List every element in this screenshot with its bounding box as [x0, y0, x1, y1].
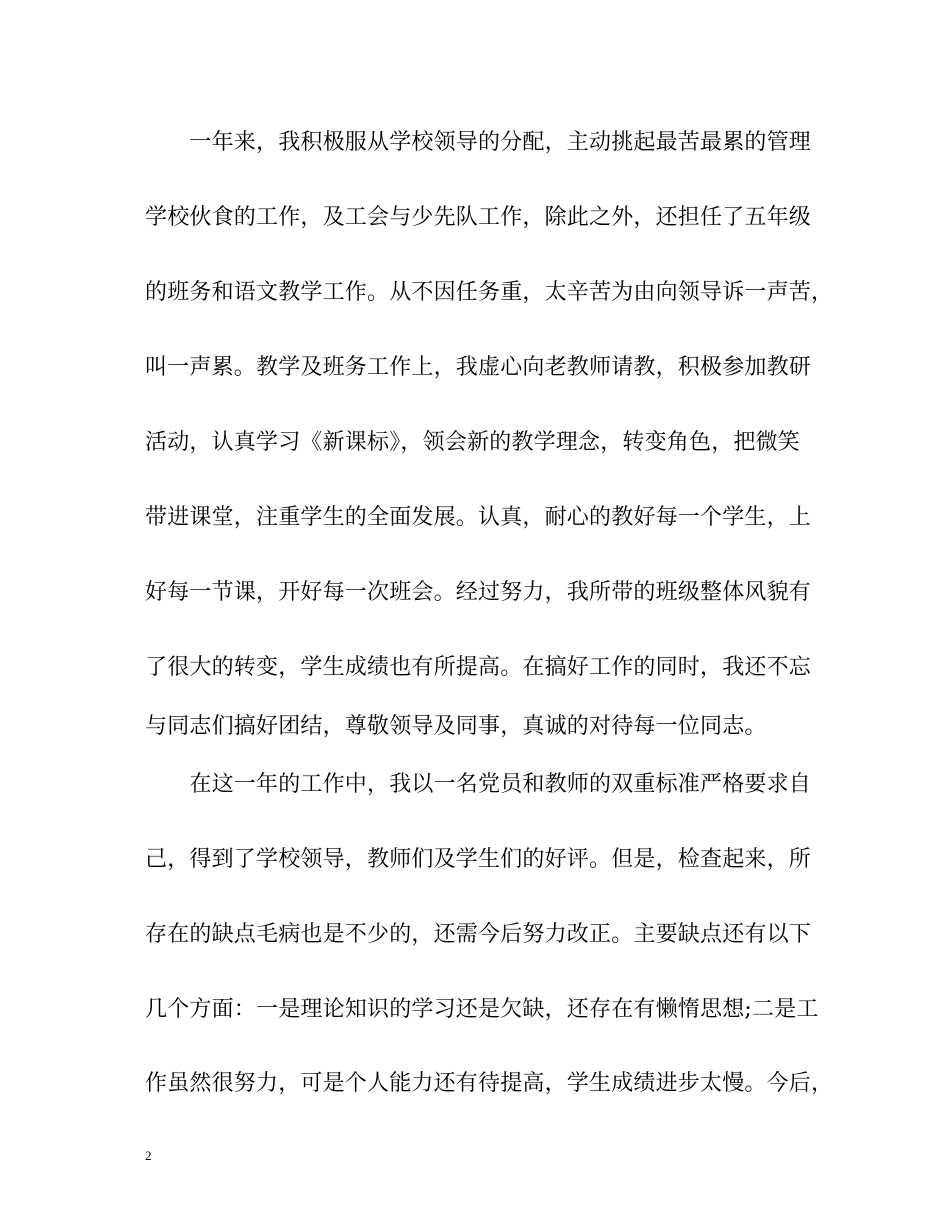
- text-line: 的班务和语文教学工作。从不因任务重，太辛苦为由向领导诉一声苦，: [145, 280, 834, 305]
- text-line: 带进课堂，注重学生的全面发展。认真，耐心的教好每一个学生，上: [145, 505, 812, 530]
- text-line: 好每一节课，开好每一次班会。经过努力，我所带的班级整体风貌有: [145, 580, 812, 605]
- text-line: 一年来，我积极服从学校领导的分配，主动挑起最苦最累的管理: [145, 130, 812, 155]
- text-line: 存在的缺点毛病也是不少的，还需今后努力改正。主要缺点还有以下: [145, 922, 812, 947]
- page-number: 2: [145, 1148, 152, 1163]
- text-line: 了很大的转变，学生成绩也有所提高。在搞好工作的同时，我还不忘: [145, 655, 812, 680]
- text-line: 学校伙食的工作，及工会与少先队工作，除此之外，还担任了五年级: [145, 205, 812, 230]
- text-line: 在这一年的工作中，我以一名党员和教师的双重标准严格要求自: [145, 772, 812, 797]
- text-line: 作虽然很努力，可是个人能力还有待提高，学生成绩进步太慢。今后，: [145, 1071, 834, 1096]
- text-line: 几个方面：一是理论知识的学习还是欠缺，还存在有懒惰思想;二是工: [145, 997, 819, 1022]
- text-line: 叫一声累。教学及班务工作上，我虚心向老教师请教，积极参加教研: [145, 355, 812, 380]
- text-line: 与同志们搞好团结，尊敬领导及同事，真诚的对待每一位同志。: [145, 714, 767, 739]
- text-line: 己，得到了学校领导，教师们及学生们的好评。但是，检查起来，所: [145, 847, 812, 872]
- text-line: 活动，认真学习《新课标》，领会新的教学理念，转变角色，把微笑: [145, 430, 801, 455]
